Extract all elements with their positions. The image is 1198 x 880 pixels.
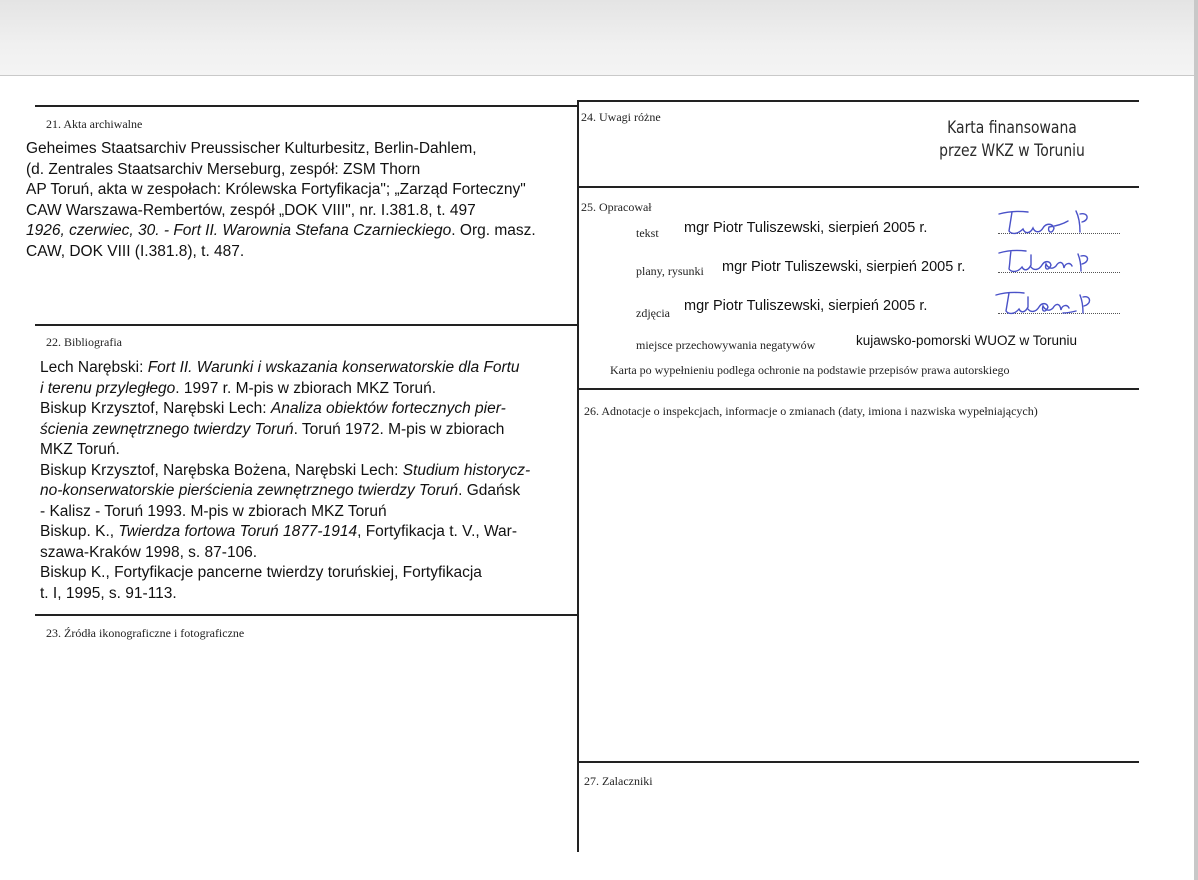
row-plany-caption: plany, rysunki bbox=[636, 264, 704, 278]
text-run: AP Toruń, akta w zespołach: Królewska Fortyfikacja"; „Zarząd Forteczny" bbox=[26, 181, 526, 198]
rule-25-26 bbox=[578, 388, 1139, 390]
text-run: t. I, 1995, s. 91-113. bbox=[40, 584, 177, 602]
text-line bbox=[26, 201, 536, 222]
funding-stamp-line-1: Karta finansowana bbox=[947, 118, 1077, 138]
section-22-bibliography-text bbox=[40, 358, 530, 604]
text-run: Biskup K., Fortyfikacje pancerne twierdzy toruńskiej, Fortyfikacja bbox=[40, 564, 482, 581]
section-22-label: 22. Bibliografia bbox=[46, 335, 122, 349]
rule-24-25 bbox=[578, 186, 1139, 188]
signature-plany bbox=[996, 246, 1096, 274]
italic-title-text: Fort II. Warunki i wskazania konserwatorskie dla Fortu bbox=[147, 359, 520, 376]
text-line bbox=[26, 139, 536, 160]
text-run: . Gdańsk bbox=[458, 482, 521, 499]
italic-title-text: ścienia zewnętrznego twierdzy Toruń bbox=[40, 420, 294, 438]
signature-zdjecia bbox=[992, 287, 1096, 317]
text-run: Geheimes Staatsarchiv Preussischer Kulturbesitz, Berlin-Dahlem, bbox=[26, 140, 477, 157]
text-run: Lech Narębski: bbox=[40, 359, 148, 376]
scan-right-edge bbox=[1194, 0, 1198, 880]
rule-top-right bbox=[578, 100, 1139, 102]
section-21-label: 21. Akta archiwalne bbox=[46, 117, 143, 131]
italic-title-text: Twierdza fortowa Toruń 1877-1914 bbox=[118, 523, 358, 540]
text-run: szawa-Kraków 1998, s. 87-106. bbox=[40, 543, 258, 561]
section-26-label: 26. Adnotacje o inspekcjach, informacje o zmianach (daty, imiona i nazwiska wypełniających) bbox=[584, 404, 1038, 418]
text-line bbox=[40, 399, 530, 420]
text-run: Biskup Krzysztof, Narębski Lech: bbox=[40, 400, 271, 417]
section-25-label: 25. Opracował bbox=[581, 200, 652, 214]
section-27-label: 27. Zalaczniki bbox=[584, 774, 653, 788]
text-line bbox=[26, 160, 536, 181]
row-plany-value: mgr Piotr Tuliszewski, sierpień 2005 r. bbox=[722, 259, 966, 275]
text-line bbox=[40, 440, 530, 461]
text-line bbox=[40, 502, 530, 523]
rule-top-left bbox=[35, 105, 578, 107]
text-line bbox=[26, 242, 536, 263]
copyright-note: Karta po wypełnieniu podlega ochronie na podstawie przepisów prawa autorskiego bbox=[610, 363, 1010, 377]
funding-stamp bbox=[922, 117, 1102, 163]
text-line bbox=[26, 221, 536, 242]
text-line bbox=[40, 522, 530, 543]
text-run: . Org. masz. bbox=[451, 222, 536, 239]
text-line bbox=[40, 379, 530, 400]
rule-21-22 bbox=[35, 324, 578, 326]
text-run: - Kalisz - Toruń 1993. M-pis w zbiorach MKZ Toruń bbox=[40, 502, 387, 520]
text-line bbox=[40, 420, 530, 441]
storage-value: kujawsko-pomorski WUOZ w Toruniu bbox=[856, 333, 1078, 348]
rule-26-27 bbox=[578, 761, 1139, 763]
text-run: Biskup. K., bbox=[40, 523, 119, 540]
row-zdjecia-value: mgr Piotr Tuliszewski, sierpień 2005 r. bbox=[684, 298, 928, 314]
funding-stamp-line-2: przez WKZ w Toruniu bbox=[939, 141, 1085, 161]
italic-title-text: i terenu przyległego bbox=[40, 379, 176, 397]
section-21-archives-text bbox=[26, 139, 536, 262]
storage-caption: miejsce przechowywania negatywów bbox=[636, 338, 816, 352]
text-run: CAW Warszawa-Rembertów, zespół „DOK VIII", nr. I.381.8, t. 497 bbox=[26, 201, 476, 219]
signature-tekst bbox=[996, 208, 1096, 236]
section-23-label: 23. Źródła ikonograficzne i fotograficzne bbox=[46, 626, 245, 640]
text-line bbox=[40, 584, 530, 605]
row-tekst-caption: tekst bbox=[636, 226, 659, 240]
italic-title-text: no-konserwatorskie pierścienia zewnętrznego twierdzy Toruń bbox=[40, 482, 459, 499]
text-line bbox=[40, 358, 530, 379]
rule-22-23 bbox=[35, 614, 578, 616]
row-tekst-value: mgr Piotr Tuliszewski, sierpień 2005 r. bbox=[684, 220, 928, 236]
italic-title-text: Analiza obiektów fortecznych pier- bbox=[270, 400, 506, 417]
text-line bbox=[26, 180, 536, 201]
text-run: . Toruń 1972. M-pis w zbiorach bbox=[293, 420, 505, 438]
text-run: MKZ Toruń. bbox=[40, 441, 120, 458]
row-zdjecia-caption: zdjęcia bbox=[636, 306, 670, 320]
text-line bbox=[40, 481, 530, 502]
text-run: CAW, DOK VIII (I.381.8), t. 487. bbox=[26, 242, 245, 260]
rule-center-vertical bbox=[577, 100, 579, 852]
text-run: (d. Zentrales Staatsarchiv Merseburg, zespół: ZSM Thorn bbox=[26, 160, 421, 178]
text-line bbox=[40, 461, 530, 482]
text-line bbox=[40, 543, 530, 564]
italic-title-text: 1926, czerwiec, 30. - Fort II. Warownia Stefana Czarnieckiego bbox=[26, 222, 452, 239]
text-run: Biskup Krzysztof, Narębska Bożena, Narębski Lech: bbox=[40, 461, 403, 479]
text-line bbox=[40, 563, 530, 584]
section-24-label: 24. Uwagi różne bbox=[581, 110, 661, 124]
text-run: . 1997 r. M-pis w zbiorach MKZ Toruń. bbox=[175, 379, 437, 397]
italic-title-text: Studium historycz- bbox=[402, 461, 531, 479]
scan-top-band bbox=[0, 0, 1198, 76]
text-run: , Fortyfikacja t. V., War- bbox=[357, 523, 517, 540]
